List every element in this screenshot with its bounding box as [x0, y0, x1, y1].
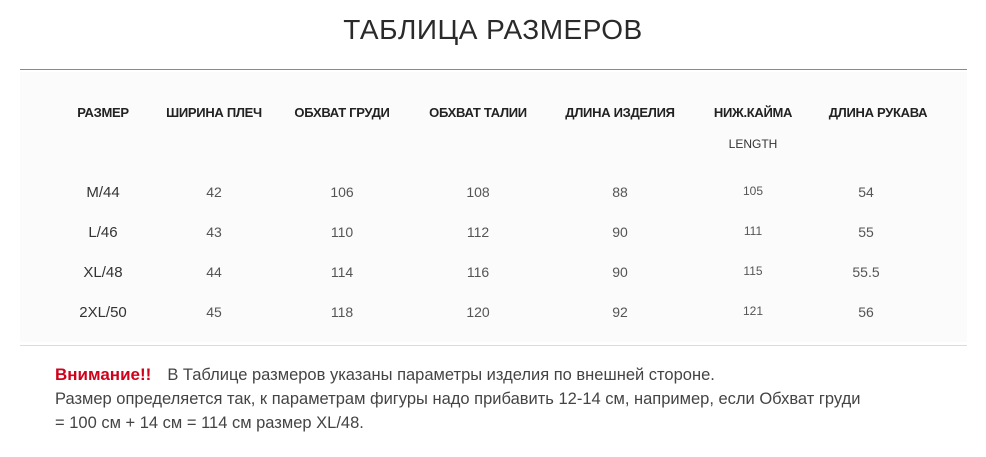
table-cell: 115	[743, 264, 763, 278]
table-cell: 116	[466, 264, 490, 280]
table-cell: 118	[330, 304, 354, 320]
column-header-waist: ОБХВАТ ТАЛИИ	[429, 105, 527, 120]
table-cell: 112	[466, 224, 490, 240]
table-cell: 120	[466, 304, 490, 320]
warning-label: Внимание!!	[55, 365, 152, 384]
column-header-shoulder-width: ШИРИНА ПЛЕЧ	[166, 105, 262, 120]
table-cell: 88	[612, 184, 628, 200]
table-cell: L/46	[88, 224, 118, 241]
table-cell: 92	[612, 304, 628, 320]
table-cell: 114	[330, 264, 354, 280]
table-cell: 108	[466, 184, 490, 200]
table-cell: 110	[330, 224, 354, 240]
table-cell: 121	[742, 304, 764, 318]
note-line-2: Размер определяется так, к параметрам фигуры надо прибавить 12-14 см, например, если Обхват груди	[55, 390, 861, 408]
column-header-length: ДЛИНА ИЗДЕЛИЯ	[565, 105, 675, 120]
column-header-sleeve: ДЛИНА РУКАВА	[828, 105, 928, 120]
table-cell: XL/48	[83, 264, 123, 281]
title-divider	[20, 69, 967, 70]
table-cell: 105	[742, 184, 764, 198]
table-cell: 55	[858, 224, 874, 240]
note-line-1	[55, 363, 965, 387]
table-cell: M/44	[86, 184, 120, 201]
table-cell: 56	[858, 304, 874, 320]
column-sublabel-length: LENGTH	[728, 137, 778, 151]
table-divider	[20, 345, 967, 346]
table-cell: 45	[206, 304, 222, 320]
note-text-1: В Таблице размеров указаны параметры изделия по внешней стороне.	[167, 366, 715, 384]
page-title: ТАБЛИЦА РАЗМЕРОВ	[343, 14, 643, 45]
table-cell: 42	[206, 184, 222, 200]
table-cell: 44	[206, 264, 222, 280]
table-cell: 2XL/50	[79, 304, 127, 321]
column-header-hem: НИЖ.КАЙМА	[713, 105, 793, 120]
table-cell: 43	[206, 224, 222, 240]
table-cell: 90	[612, 224, 628, 240]
size-note	[55, 363, 965, 435]
table-cell: 106	[330, 184, 354, 200]
note-line-3: = 100 см + 14 см = 114 см размер XL/48.	[55, 414, 364, 432]
column-header-chest: ОБХВАТ ГРУДИ	[294, 105, 390, 120]
table-cell: 90	[612, 264, 628, 280]
table-cell: 54	[858, 184, 874, 200]
table-cell: 55.5	[852, 264, 880, 280]
column-header-size: РАЗМЕР	[77, 105, 129, 120]
table-cell: 111	[743, 224, 763, 238]
